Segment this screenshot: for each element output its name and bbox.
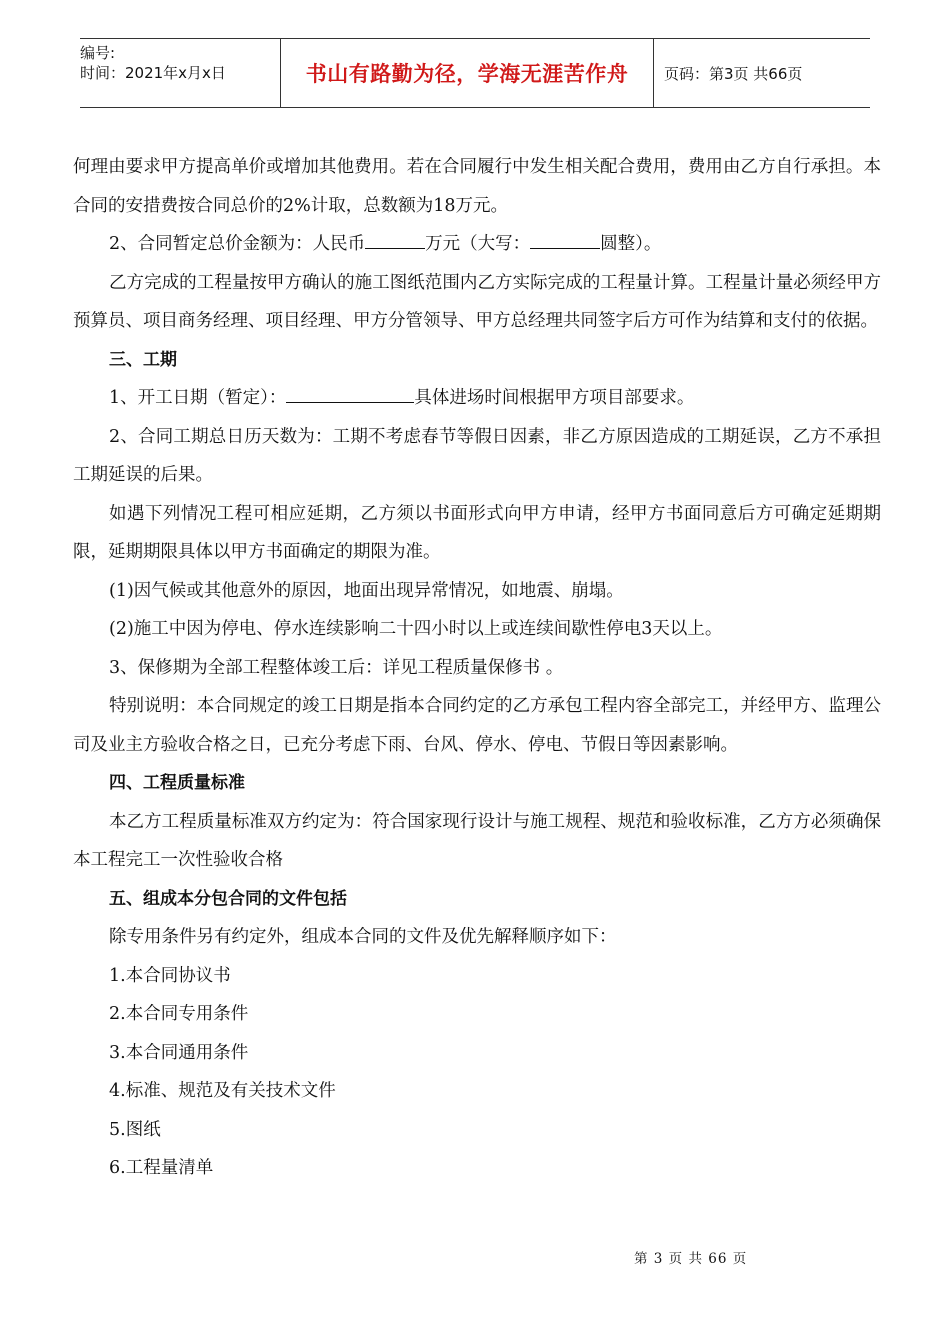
header-motto: 书山有路勤为径，学海无涯苦作舟 [281,39,654,107]
list-item: 1.本合同协议书 [109,965,231,986]
start-date-blank [286,382,414,403]
section-heading: 三、工期 [109,349,177,370]
amount-words-blank [530,228,600,249]
contract-price-paragraph [73,225,881,264]
section-heading: 四、工程质量标准 [109,773,245,793]
text-run: 圆整）。 [600,234,662,254]
header-page-info: 页码：第3页 共66页 [664,64,803,83]
text-run: 1、开工日期（暂定）： [109,388,287,408]
header-meta [80,39,281,107]
page-footer: 第 3 页 共 66 页 [634,1251,748,1267]
text-run: 2、合同暂定总价金额为：人民币 [109,234,366,254]
list-item: 2.本合同专用条件 [109,1004,249,1024]
list-item: 5.图纸 [109,1119,161,1140]
list-item: 6.工程量清单 [109,1158,214,1178]
text-run: 万元（大写： [425,234,531,254]
serial-label: 编号: [80,44,116,62]
paragraph: 3、保修期为全部工程整体竣工后：详见工程质量保修书 。 [109,657,564,678]
paragraph: (1)因气候或其他意外的原因，地面出现异常情况，如地震、崩塌。 [109,580,624,601]
paragraph: 除专用条件另有约定外，组成本合同的文件及优先解释顺序如下： [109,927,617,947]
list-item: 4.标准、规范及有关技术文件 [109,1081,336,1101]
amount-blank [365,228,425,249]
list-item: 3.本合同通用条件 [109,1042,249,1063]
document-body [73,148,881,1188]
paragraph: 何理由要求甲方提高单价或增加其他费用。若在合同履行中发生相关配合费用，费用由乙方自行承担。本合同的安措费按合同总价的2%计取，总数额为18万元。 [73,157,881,216]
paragraph: 本乙方工程质量标准双方约定为：符合国家现行设计与施工规程、规范和验收标准，乙方方必须确保本工程完工一次性验收合格 [73,811,881,870]
page-header [80,38,870,108]
section-heading: 五、组成本分包合同的文件包括 [109,888,347,909]
paragraph: 乙方完成的工程量按甲方确认的施工图纸范围内乙方实际完成的工程量计算。工程量计量必须经甲方预算员、项目商务经理、项目经理、甲方分管领导、甲方总经理共同签字后方可作为结算和支付的依据。 [73,272,881,331]
paragraph: (2)施工中因为停电、停水连续影响二十四小时以上或连续间歇性停电3天以上。 [109,619,723,639]
paragraph: 2、合同工期总日历天数为：工期不考虑春节等假日因素，非乙方原因造成的工期延误，乙方不承担工期延误的后果。 [73,426,881,485]
text-run: 具体进场时间根据甲方项目部要求。 [414,388,695,408]
paragraph: 如遇下列情况工程可相应延期，乙方须以书面形式向甲方申请，经甲方书面同意后方可确定延期期限，延期期限具体以甲方书面确定的期限为准。 [73,503,881,562]
start-date-paragraph [73,379,881,418]
paragraph: 特别说明：本合同规定的竣工日期是指本合同约定的乙方承包工程内容全部完工，并经甲方、监理公司及业主方验收合格之日，已充分考虑下雨、台风、停水、停电、节假日等因素影响。 [73,696,881,755]
time-label: 时间：2021年x月x日 [80,64,226,82]
